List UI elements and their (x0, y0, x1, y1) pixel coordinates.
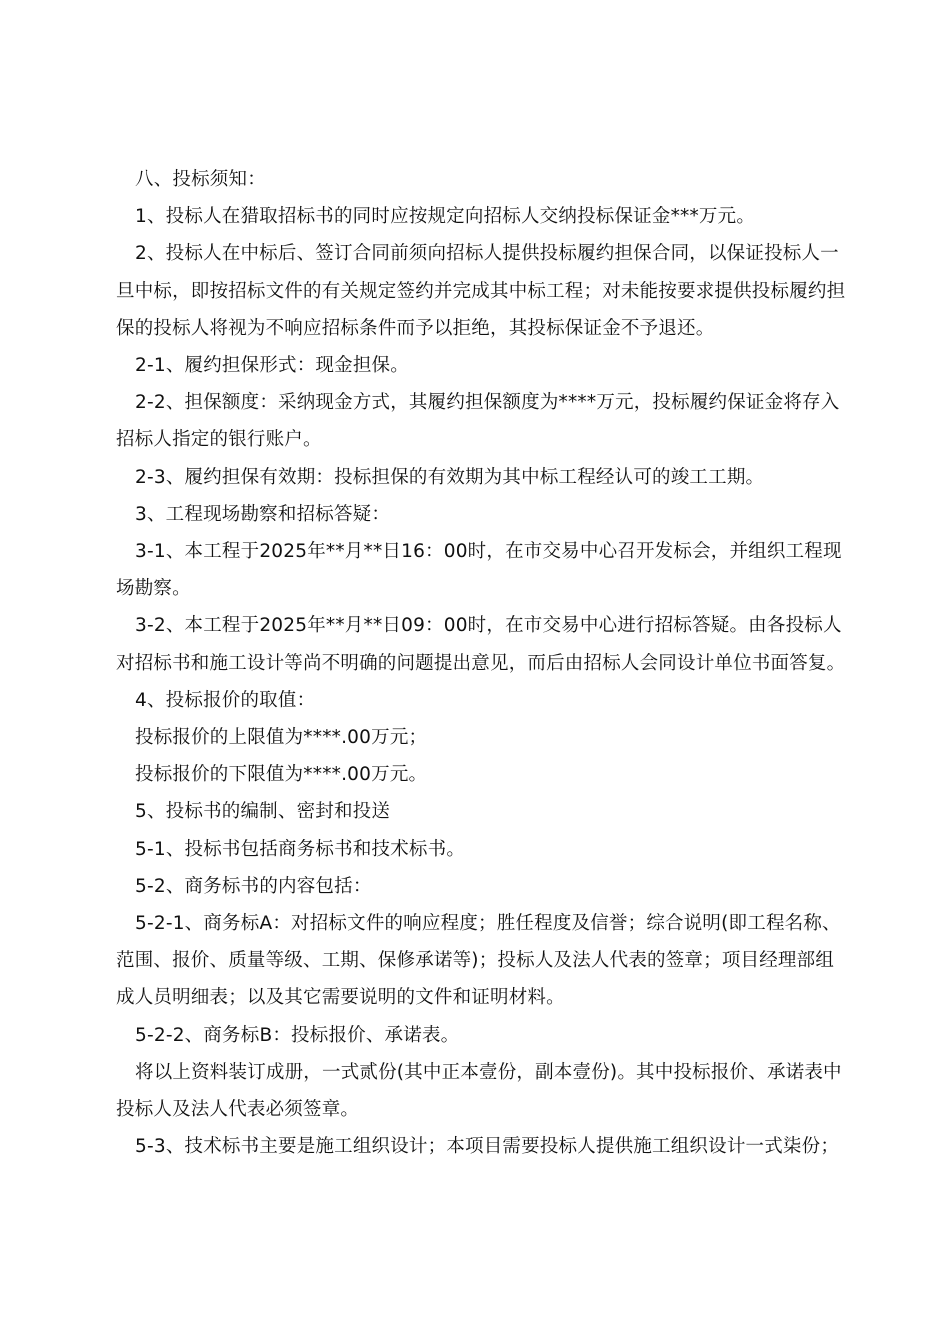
paragraph-2-3: 2-3、履约担保有效期：投标担保的有效期为其中标工程经认可的竣工工期。 (135, 466, 765, 488)
paragraph-binding-note: 将以上资料装订成册，一式贰份(其中正本壹份，副本壹份)。其中投标报价、承诺表中投标人及法人代表必须签章。 (116, 1061, 842, 1121)
paragraph-4-lower-limit: 投标报价的下限值为****.00万元。 (135, 764, 428, 786)
paragraph-1: 1、投标人在猎取招标书的同时应按规定向招标人交纳投标保证金***万元。 (135, 206, 756, 228)
paragraph-3-2: 3-2、本工程于2025年**月**日09：00时，在市交易中心进行招标答疑。由各投标人对招标书和施工设计等尚不明确的问题提出意见，而后由招标人会同设计单位书面答复。 (116, 615, 846, 674)
paragraph-2-1: 2-1、履约担保形式：现金担保。 (135, 355, 409, 377)
paragraph-2: 2、投标人在中标后、签订合同前须向招标人提供投标履约担保合同，以保证投标人一旦中标，即按招标文件的有关规定签约并完成其中标工程；对未能按要求提供投标履约担保的投标人将视为不响应招标条件而予以拒绝，其投标保证金不予退还。 (116, 243, 846, 339)
paragraph-5-2-2: 5-2-2、商务标B：投标报价、承诺表。 (135, 1024, 460, 1046)
document-body (116, 161, 852, 1165)
section-heading-8: 八、投标须知： (135, 169, 266, 190)
paragraph-4: 4、投标报价的取值： (135, 689, 316, 711)
paragraph-3: 3、工程现场勘察和招标答疑： (135, 503, 391, 525)
paragraph-3-1: 3-1、本工程于2025年**月**日16：00时，在市交易中心召开发标会，并组织工程现场勘察。 (116, 541, 842, 600)
paragraph-4-upper-limit: 投标报价的上限值为****.00万元； (135, 727, 428, 749)
paragraph-5-3: 5-3、技术标书主要是施工组织设计；本项目需要投标人提供施工组织设计一式柒份； (135, 1136, 840, 1158)
paragraph-5-2-1: 5-2-1、商务标A：对招标文件的响应程度；胜任程度及信誉；综合说明(即工程名称、范围、报价、质量等级、工期、保修承诺等)；投标人及法人代表的签章；项目经理部组成人员明细表；以及其它需要说明的文件和证明材料。 (116, 913, 841, 1009)
paragraph-5: 5、投标书的编制、密封和投送 (135, 801, 391, 823)
paragraph-2-2: 2-2、担保额度：采纳现金方式，其履约担保额度为****万元，投标履约保证金将存入招标人指定的银行账户。 (116, 392, 840, 451)
paragraph-5-2: 5-2、商务标书的内容包括： (135, 875, 372, 897)
paragraph-5-1: 5-1、投标书包括商务标书和技术标书。 (135, 838, 466, 860)
